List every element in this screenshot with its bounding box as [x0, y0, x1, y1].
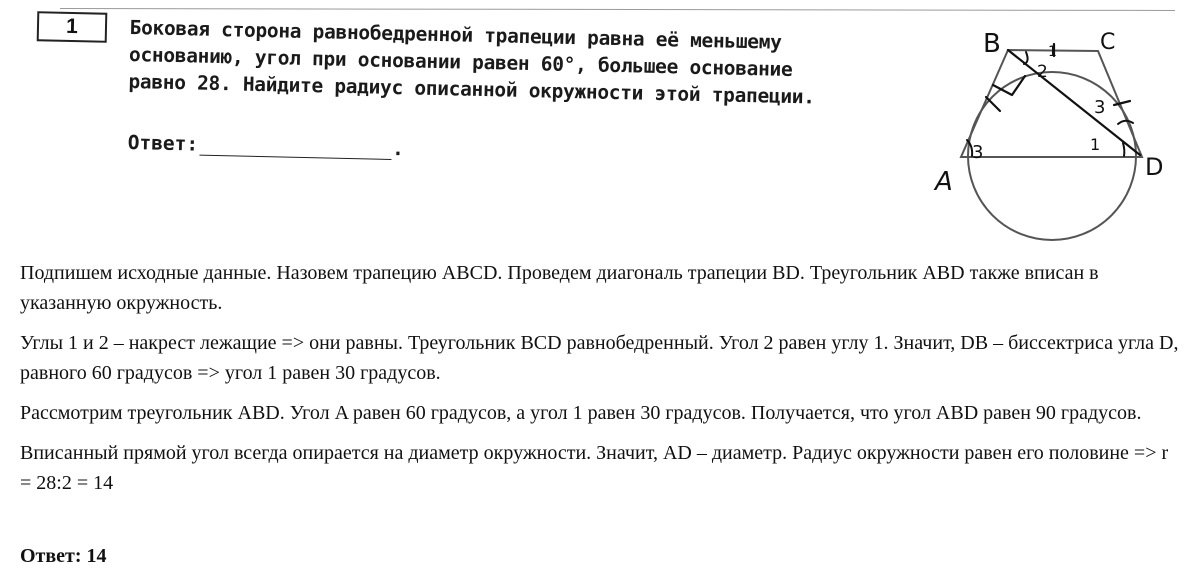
solution-paragraph: Подпишем исходные данные. Назовем трапецию ABCD. Проведем диагональ трапеции BD. Треугольник ABD также вписан в указанную окружность.	[20, 262, 1099, 314]
angle-label-3-right: 3	[1094, 97, 1106, 118]
vertex-label-a: A	[935, 167, 953, 197]
solution-text	[20, 258, 1180, 508]
task-number-box: 1	[37, 11, 108, 42]
solution-paragraph: Углы 1 и 2 – накрест лежащие => они равны. Треугольник BCD равнобедренный. Угол 2 равен углу 1. Значит, DB – биссектриса угла D, равного 60 градусов => угол 1 равен 30 градусов.	[20, 332, 1179, 384]
trapezoid-abcd	[961, 50, 1142, 157]
answer-label: Ответ:	[127, 131, 199, 156]
angle-arc-1	[1123, 143, 1124, 156]
final-answer: Ответ: 14	[20, 545, 107, 567]
problem-statement	[128, 14, 910, 113]
vertex-label-d: D	[1145, 153, 1164, 181]
angle-label-1-top: 1	[1048, 44, 1057, 60]
problem-line: равно 28. Найдите радиус описанной окружности этой трапеции.	[128, 69, 815, 109]
angle-label-3-left: 3	[972, 142, 984, 163]
angle-arc-3-right	[1118, 121, 1133, 124]
vertex-label-b: B	[983, 29, 1001, 59]
scan-top-line	[60, 8, 1175, 11]
tick-mark-ab	[986, 97, 1000, 111]
vertex-label-c: C	[1100, 30, 1116, 55]
angle-label-1-bottom: 1	[1090, 135, 1101, 154]
solution-paragraph: Вписанный прямой угол всегда опирается на диаметр окружности. Значит, AD – диаметр. Радиус окружности равен его половине => r = 28:2 = 14	[20, 442, 1169, 494]
solution-paragraph: Рассмотрим треугольник ABD. Угол A равен 60 градусов, а угол 1 равен 30 градусов. Получается, что угол ABD равен 90 градусов.	[20, 402, 1142, 424]
answer-blank-line	[200, 135, 392, 160]
problem-line: основанию, угол при основании равен 60°, большее основание	[128, 42, 793, 82]
problem-line: Боковая сторона равнобедренной трапеции равна её меньшему	[129, 15, 782, 54]
answer-end: .	[391, 136, 405, 161]
geometry-figure	[925, 20, 1185, 245]
angle-label-2: 2	[1037, 62, 1048, 82]
answer-field	[127, 131, 404, 160]
